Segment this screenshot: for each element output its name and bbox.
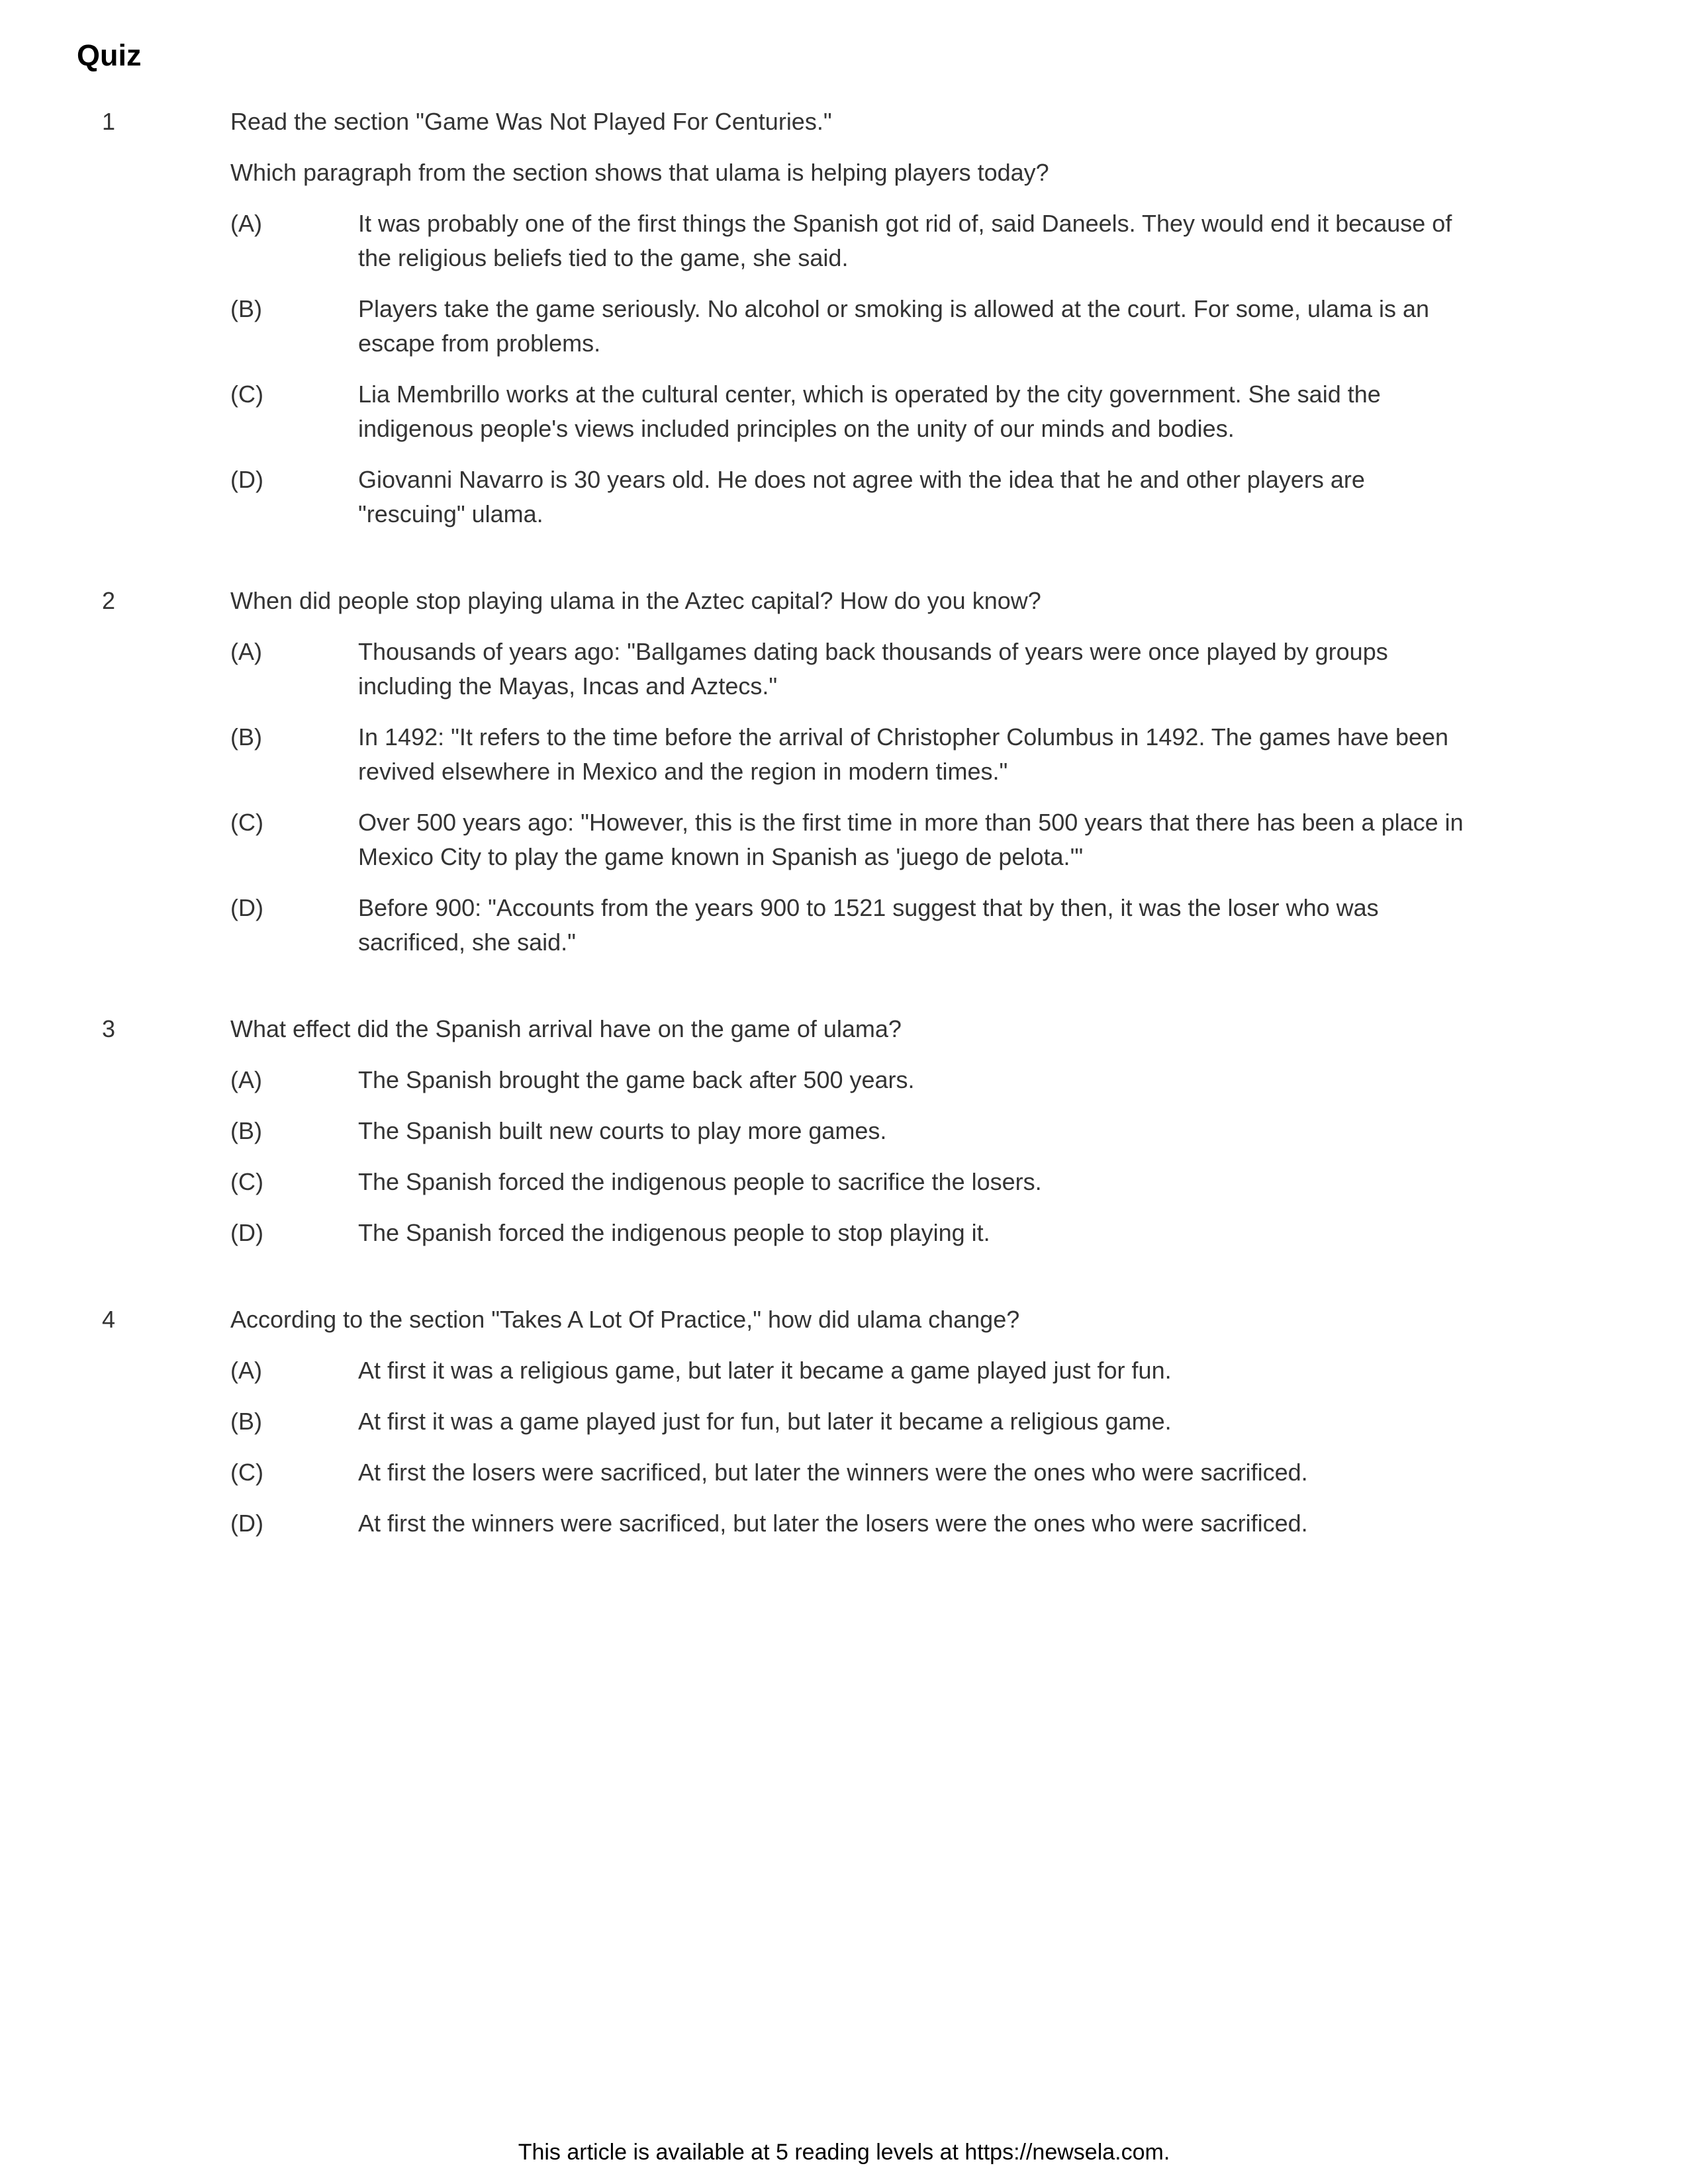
question-number: 2: [102, 587, 116, 614]
choice-text: In 1492: "It refers to the time before the arrival of Christopher Columbus in 1492. The games have been revived elsewhere in Mexico and the region in modern times.": [358, 723, 1449, 785]
choice-text: The Spanish forced the indigenous people to sacrifice the losers.: [358, 1168, 1042, 1195]
quiz-list: [0, 105, 1688, 1593]
answer-choice-d[interactable]: [0, 1506, 1688, 1541]
question-text: What effect did the Spanish arrival have on the game of ulama?: [230, 1015, 902, 1042]
choice-letter: (D): [230, 1219, 263, 1246]
question-subtext-row: [0, 156, 1688, 206]
answer-choice-c[interactable]: [0, 805, 1688, 874]
answer-choice-a[interactable]: [0, 206, 1688, 275]
answer-choice-b[interactable]: [0, 720, 1688, 789]
question-header: [0, 584, 1688, 635]
question-text: According to the section "Takes A Lot Of Practice," how did ulama change?: [230, 1306, 1020, 1333]
choice-text: At first it was a game played just for fun, but later it became a religious game.: [358, 1408, 1172, 1435]
question-1: [0, 105, 1688, 531]
question-number: 3: [102, 1015, 116, 1042]
answer-choice-c[interactable]: [0, 1165, 1688, 1199]
choice-text: At first the losers were sacrificed, but later the winners were the ones who were sacrificed.: [358, 1459, 1308, 1486]
choice-text: At first it was a religious game, but later it became a game played just for fun.: [358, 1357, 1172, 1384]
choice-letter: (C): [230, 1459, 263, 1486]
question-4: [0, 1302, 1688, 1541]
question-subtext: Which paragraph from the section shows that ulama is helping players today?: [230, 159, 1049, 186]
choice-text: The Spanish forced the indigenous people to stop playing it.: [358, 1219, 990, 1246]
answer-choice-b[interactable]: [0, 1114, 1688, 1148]
answer-choice-c[interactable]: [0, 1455, 1688, 1490]
choice-letter: (D): [230, 1510, 263, 1537]
choice-letter: (A): [230, 1066, 262, 1093]
choice-letter: (C): [230, 809, 263, 836]
choice-letter: (D): [230, 894, 263, 921]
choice-text: Over 500 years ago: "However, this is the first time in more than 500 years that there has been a place in Mexico City to play the game known in Spanish as 'juego de pelota.'": [358, 809, 1464, 870]
choice-text: The Spanish brought the game back after 500 years.: [358, 1066, 915, 1093]
answer-choice-b[interactable]: [0, 1404, 1688, 1439]
answer-choice-d[interactable]: [0, 463, 1688, 531]
answer-choice-a[interactable]: [0, 635, 1688, 704]
choice-text: At first the winners were sacrificed, but later the losers were the ones who were sacrificed.: [358, 1510, 1308, 1537]
answer-choice-b[interactable]: [0, 292, 1688, 361]
question-text: When did people stop playing ulama in the Aztec capital? How do you know?: [230, 587, 1041, 614]
answer-choice-d[interactable]: [0, 1216, 1688, 1250]
question-header: [0, 1012, 1688, 1063]
question-3: [0, 1012, 1688, 1250]
choice-text: It was probably one of the first things the Spanish got rid of, said Daneels. They would end it because of the religious beliefs tied to the game, she said.: [358, 210, 1452, 271]
choice-letter: (D): [230, 466, 263, 493]
answer-choice-a[interactable]: [0, 1353, 1688, 1388]
choice-text: Lia Membrillo works at the cultural center, which is operated by the city government. She said the indigenous people's views included principles on the unity of our minds and bodies.: [358, 381, 1381, 442]
choice-letter: (B): [230, 723, 262, 751]
choice-letter: (B): [230, 295, 262, 322]
question-header: [0, 105, 1688, 156]
choice-text: Thousands of years ago: "Ballgames dating back thousands of years were once played by groups including the Mayas, Incas and Aztecs.": [358, 638, 1388, 700]
answer-choice-c[interactable]: [0, 377, 1688, 446]
question-2: [0, 584, 1688, 960]
question-header: [0, 1302, 1688, 1353]
page-footer: This article is available at 5 reading levels at https://newsela.com.: [518, 2140, 1170, 2165]
question-number: 1: [102, 108, 116, 135]
choice-letter: (B): [230, 1408, 262, 1435]
page-title: Quiz: [77, 38, 142, 72]
choice-text: Players take the game seriously. No alcohol or smoking is allowed at the court. For some, ulama is an escape from problems.: [358, 295, 1430, 357]
answer-choice-d[interactable]: [0, 891, 1688, 960]
choice-letter: (A): [230, 1357, 262, 1384]
question-text: Read the section "Game Was Not Played For Centuries.": [230, 108, 832, 135]
question-number: 4: [102, 1306, 116, 1333]
choice-letter: (B): [230, 1117, 262, 1144]
choice-letter: (C): [230, 1168, 263, 1195]
choice-letter: (A): [230, 638, 262, 665]
choice-text: Giovanni Navarro is 30 years old. He does not agree with the idea that he and other players are "rescuing" ulama.: [358, 466, 1365, 527]
choice-letter: (C): [230, 381, 263, 408]
answer-choice-a[interactable]: [0, 1063, 1688, 1097]
choice-text: The Spanish built new courts to play more games.: [358, 1117, 887, 1144]
choice-letter: (A): [230, 210, 262, 237]
choice-text: Before 900: "Accounts from the years 900 to 1521 suggest that by then, it was the loser who was sacrificed, she said.": [358, 894, 1379, 956]
